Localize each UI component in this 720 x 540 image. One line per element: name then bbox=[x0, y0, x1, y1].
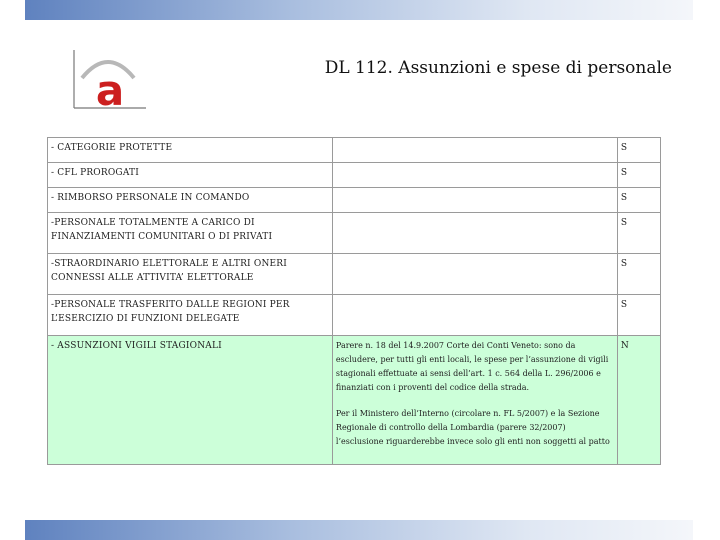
row-flag: N bbox=[617, 336, 660, 465]
row-flag: S bbox=[617, 295, 660, 336]
row-label: - RIMBORSO PERSONALE IN COMANDO bbox=[48, 188, 333, 213]
row-note bbox=[332, 213, 617, 254]
row-label: - CFL PROROGATI bbox=[48, 163, 333, 188]
table-row bbox=[48, 254, 661, 295]
row-label: - ASSUNZIONI VIGILI STAGIONALI bbox=[48, 336, 333, 465]
row-note bbox=[332, 138, 617, 163]
logo bbox=[72, 50, 146, 110]
row-flag: S bbox=[617, 188, 660, 213]
row-label: -PERSONALE TOTALMENTE A CARICO DI FINANZIAMENTI COMUNITARI O DI PRIVATI bbox=[48, 213, 333, 254]
row-label: - CATEGORIE PROTETTE bbox=[48, 138, 333, 163]
bottom-decorative-band bbox=[25, 520, 693, 540]
row-note bbox=[332, 254, 617, 295]
row-flag: S bbox=[617, 213, 660, 254]
table-row-highlighted bbox=[48, 336, 661, 465]
row-note bbox=[332, 188, 617, 213]
table-row bbox=[48, 138, 661, 163]
logo-letter: a bbox=[95, 66, 125, 110]
row-note bbox=[332, 163, 617, 188]
row-label: -PERSONALE TRASFERITO DALLE REGIONI PER L’ESERCIZIO DI FUNZIONI DELEGATE bbox=[48, 295, 333, 336]
page-title: DL 112. Assunzioni e spese di personale bbox=[324, 58, 672, 78]
row-note bbox=[332, 336, 617, 465]
table-row bbox=[48, 188, 661, 213]
row-label: -STRAORDINARIO ELETTORALE E ALTRI ONERI CONNESSI ALLE ATTIVITA’ ELETTORALE bbox=[48, 254, 333, 295]
row-note bbox=[332, 295, 617, 336]
top-decorative-band bbox=[25, 0, 693, 20]
exclusions-table bbox=[47, 137, 661, 465]
row-flag: S bbox=[617, 138, 660, 163]
row-flag: S bbox=[617, 163, 660, 188]
table-row bbox=[48, 295, 661, 336]
note-paragraph: Parere n. 18 del 14.9.2007 Corte dei Conti Veneto: sono da escludere, per tutti gli enti locali, le spese per l’assunzione di vigili stagionali effettuate ai sensi dell’art. 1 c. 564 della L. 296/2006 e finanziati con i proventi del codice della strada. bbox=[335, 341, 609, 392]
table-row bbox=[48, 213, 661, 254]
table-row bbox=[48, 163, 661, 188]
row-flag: S bbox=[617, 254, 660, 295]
note-paragraph: Per il Ministero dell’Interno (circolare n. FL 5/2007) e la Sezione Regionale di controllo della Lombardia (parere 32/2007) l’esclusione riguarderebbe invece solo gli enti non soggetti al patto bbox=[335, 409, 610, 446]
logo-graphic bbox=[72, 50, 146, 110]
